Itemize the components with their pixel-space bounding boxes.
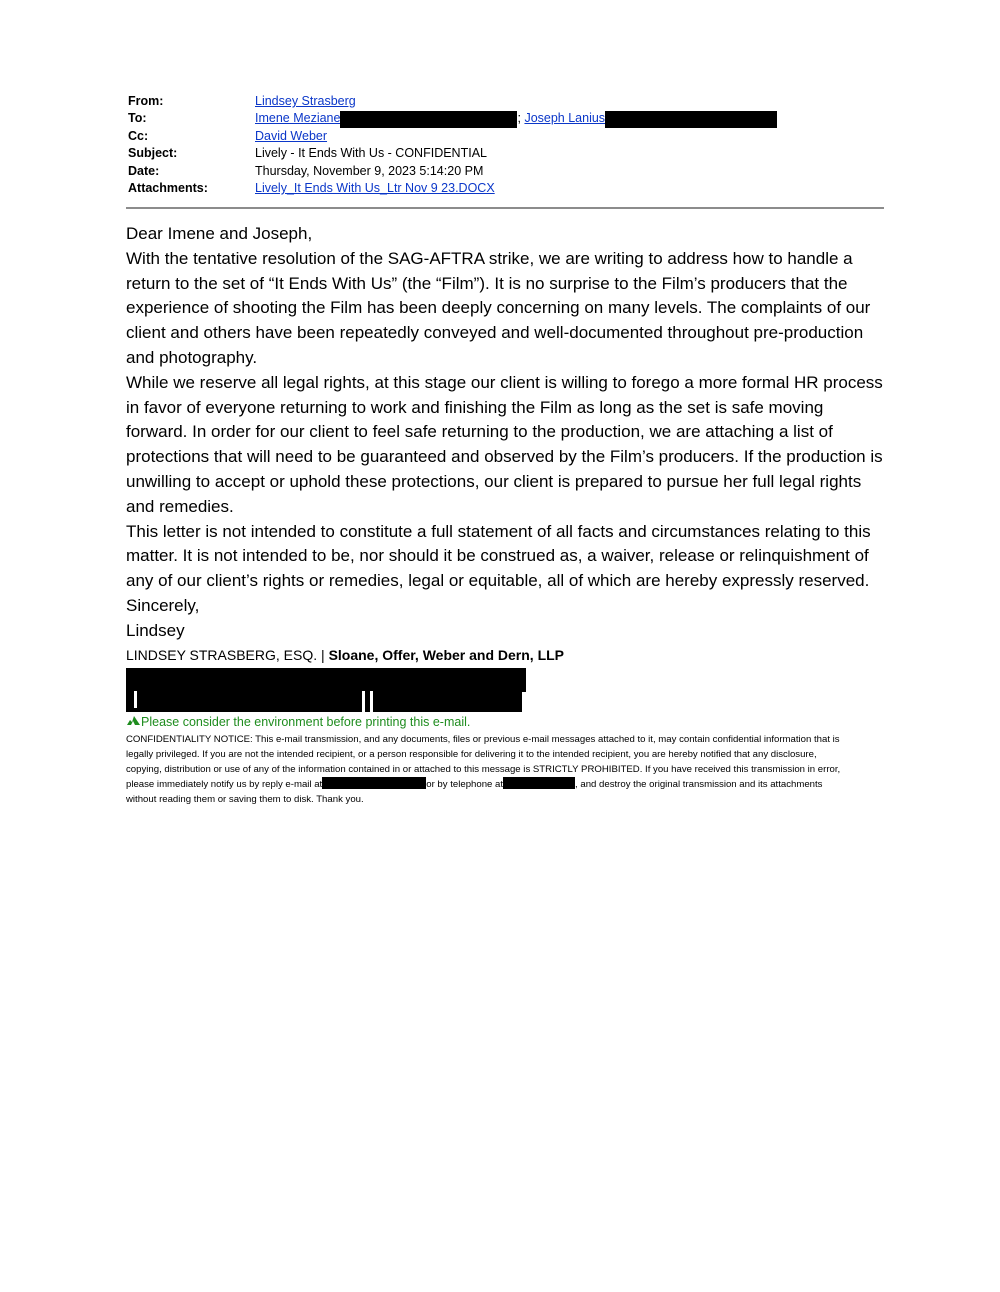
notice-line-with-redactions	[126, 777, 886, 792]
header-divider	[126, 207, 884, 209]
date-value: Thursday, November 9, 2023 5:14:20 PM	[255, 163, 484, 178]
redaction-block	[340, 111, 517, 128]
body-paragraph: While we reserve all legal rights, at this stage our client is willing to forego a more formal HR process in favor of everyone returning to work and finishing the Film as long as the set is safe moving forward. In order for our client to feel safe returning to the production, we are attaching a list of protections that will need to be guaranteed and observed by the Film’s producers. If the production is unwilling to accept or uphold these protections, our client is prepared to pursue her full legal rights and remedies.	[126, 372, 883, 516]
body-paragraph: With the tentative resolution of the SAG-AFTRA strike, we are writing to address how to handle a return to the set of “It Ends With Us” (the “Film”). It is no surprise to the Film’s producers that the experience of shooting the Film has been deeply concerning on many levels. The complaints of our client and others have been repeatedly conveyed and well-documented throughout pre-production and photography.	[126, 248, 871, 367]
notice-line: CONFIDENTIALITY NOTICE: This e-mail transmission, and any documents, files or previous e-mail messages attached to it, may contain confidential information that is	[126, 734, 840, 745]
attachments-label: Attachments:	[128, 180, 208, 195]
body-paragraph: This letter is not intended to constitute a full statement of all facts and circumstances relating to this matter. It is not intended to be, nor should it be construed as, a waiver, release or relinquishment of any of our client’s rights or remedies, legal or equitable, all of which are hereby expressly reserved.	[126, 521, 871, 591]
to-label: To:	[128, 111, 147, 126]
notice-line: legally privileged. If you are not the intended recipient, or a person responsible for delivering it to the intended recipient, you are hereby notified that any disclosure,	[126, 749, 817, 760]
subject-value: Lively - It Ends With Us - CONFIDENTIAL	[255, 146, 487, 161]
confidentiality-notice	[126, 732, 886, 807]
from-link[interactable]: Lindsey Strasberg	[255, 94, 356, 108]
signoff-name: Lindsey	[126, 620, 185, 640]
from-label: From:	[128, 94, 164, 108]
subject-label: Subject:	[128, 146, 178, 161]
notice-line: copying, distribution or use of any of the information contained in or attached to this message is STRICTLY PROHIBITED. If you have received this transmission in error,	[126, 764, 841, 775]
redaction-block	[503, 777, 575, 789]
notice-line: without reading them or saving them to disk. Thank you.	[126, 794, 364, 805]
to-link-2[interactable]: Joseph Lanius	[524, 111, 606, 126]
cc-link[interactable]: David Weber	[255, 128, 328, 143]
recycle-icon	[126, 713, 141, 729]
closing: Sincerely,	[126, 595, 200, 615]
redaction-block	[322, 777, 426, 789]
notice-text: or by telephone at	[426, 779, 504, 790]
greeting: Dear Imene and Joseph,	[126, 224, 313, 243]
environment-note	[126, 713, 470, 729]
attachment-link[interactable]: Lively_It Ends With Us_Ltr Nov 9 23.DOCX	[255, 180, 495, 195]
notice-text: please immediately notify us by reply e-mail at	[126, 779, 323, 790]
redaction-gap	[362, 691, 365, 712]
redaction-block	[126, 691, 522, 712]
redaction-gap	[370, 691, 373, 712]
signature-name: LINDSEY STRASBERG, ESQ.	[126, 647, 318, 663]
to-separator: ;	[517, 111, 521, 126]
redaction-gap	[134, 691, 137, 708]
notice-text: , and destroy the original transmission and its attachments	[575, 779, 823, 790]
signature-firm: Sloane, Offer, Weber and Dern, LLP	[328, 647, 565, 663]
cc-label: Cc:	[128, 128, 149, 143]
signature-line	[126, 645, 564, 665]
to-link-1[interactable]: Imene Meziane	[255, 111, 341, 126]
redaction-block	[126, 668, 526, 692]
environment-text: Please consider the environment before printing this e-mail.	[141, 715, 471, 729]
signature-separator: |	[321, 647, 325, 663]
redaction-block	[605, 111, 777, 128]
date-label: Date:	[128, 163, 160, 178]
email-body	[126, 222, 886, 644]
